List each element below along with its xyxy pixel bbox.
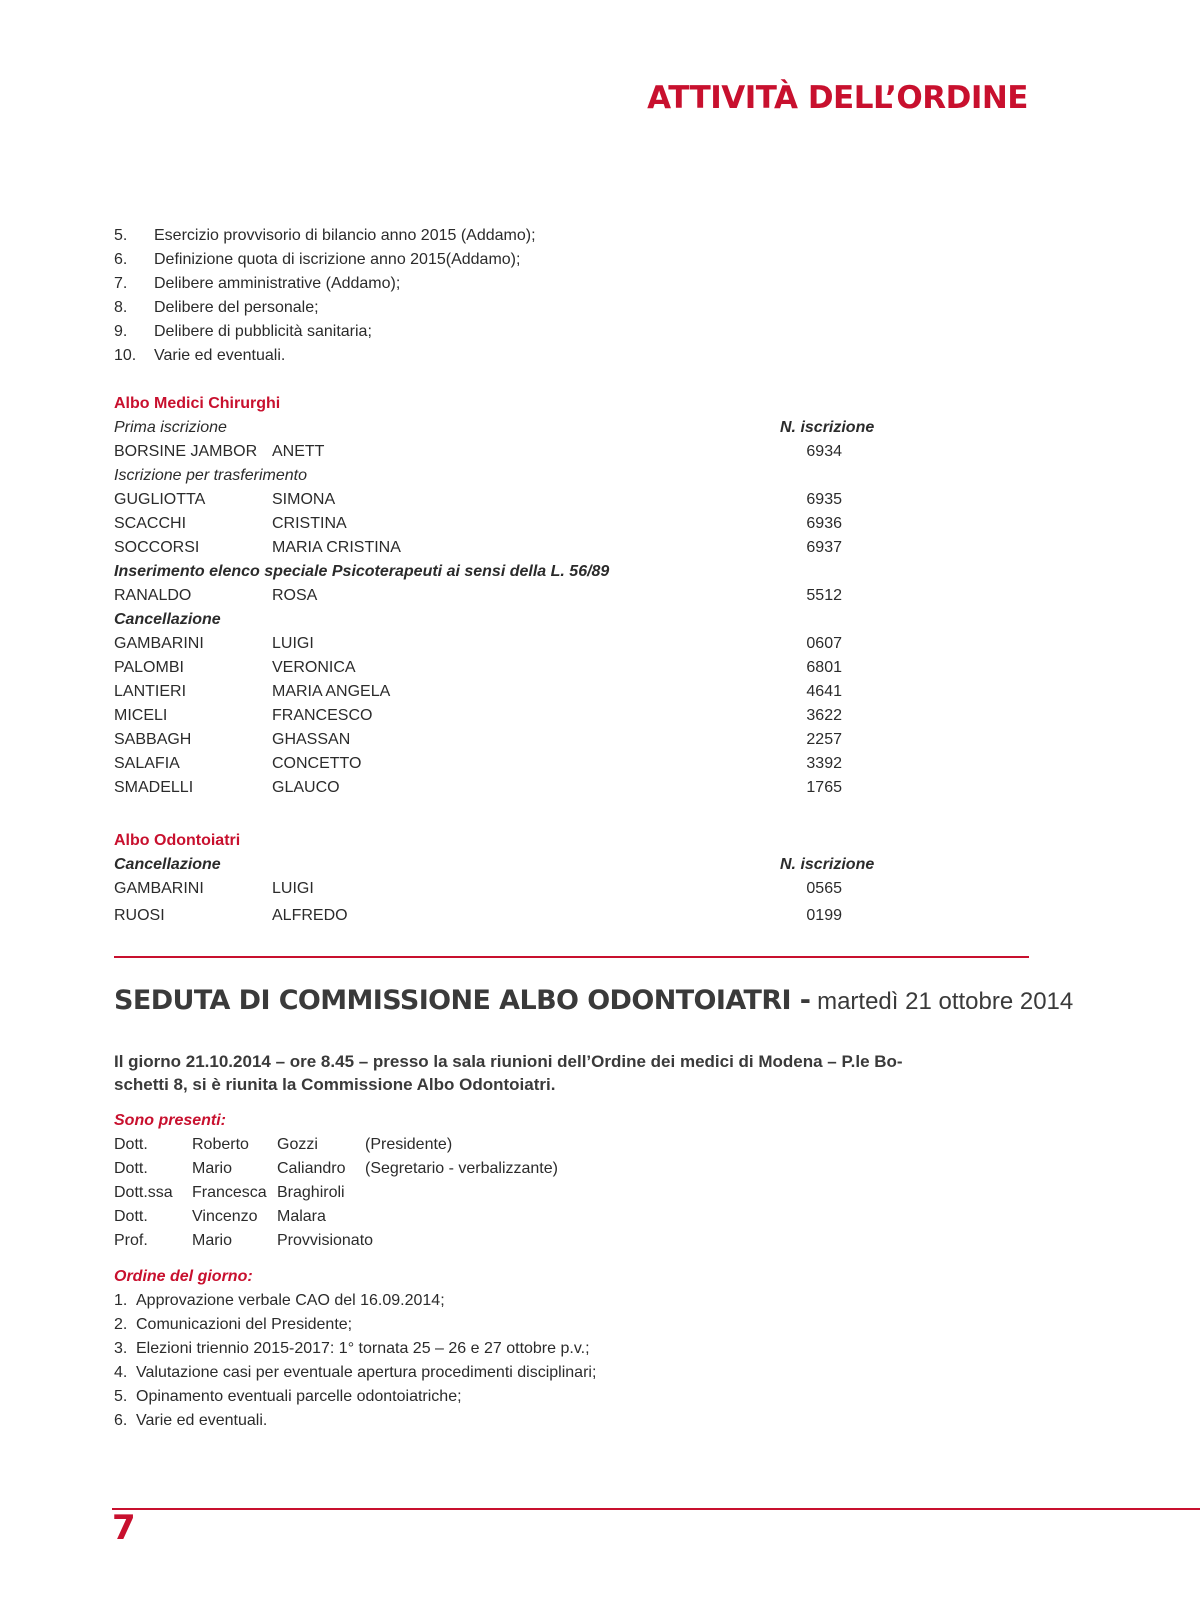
first-name: ANETT [272,443,325,460]
person-role: (Presidente) [365,1136,453,1153]
item-text: Delibere di pubblicità sanitaria; [154,323,372,340]
first-name: GLAUCO [272,779,340,796]
registration-number: 6937 [806,539,842,556]
subsection-label: Inserimento elenco speciale Psicoterapeuti ai sensi della L. 56/89 [114,563,610,580]
seduta-date: martedì 21 ottobre 2014 [810,988,1074,1015]
first-name: ROSA [272,587,318,604]
first-name: MARIA ANGELA [272,683,391,700]
person-title: Dott. [114,1160,148,1177]
item-text: Varie ed eventuali. [136,1412,268,1429]
table-row [114,440,1030,464]
person-name: Roberto [192,1136,249,1153]
num-column-header: N. iscrizione [780,856,875,873]
item-number: 10. [114,347,137,364]
last-name: GAMBARINI [114,635,204,652]
item-number: 6. [114,251,128,268]
list-item [114,344,1030,368]
item-text: Delibere amministrative (Addamo); [154,275,401,292]
registration-number: 3392 [806,755,842,772]
item-text: Approvazione verbale CAO del 16.09.2014; [136,1292,445,1309]
first-name: LUIGI [272,635,314,652]
presenti-section [114,1109,1030,1253]
albo-medici-section [114,392,1030,800]
registration-number: 0607 [806,635,842,652]
registration-number: 6936 [806,515,842,532]
list-item [114,1361,1030,1385]
list-item [114,272,1030,296]
person-title: Dott.ssa [114,1184,173,1201]
item-number: 9. [114,323,128,340]
last-name: BORSINE JAMBOR [114,443,258,460]
subsection-header-row [114,853,1030,877]
list-item [114,1289,1030,1313]
subsection-header-row [114,464,1030,488]
ordine-del-giorno-section [114,1265,1030,1433]
table-row [114,512,1030,536]
last-name: SOCCORSI [114,539,200,556]
table-row [114,776,1030,800]
last-name: SABBAGH [114,731,192,748]
person-name: Mario [192,1160,233,1177]
first-name: GHASSAN [272,731,351,748]
person-surname: Caliandro [277,1160,346,1177]
person-title: Prof. [114,1232,148,1249]
list-item [114,1409,1030,1433]
item-number: 5. [114,1388,128,1405]
registration-number: 2257 [806,731,842,748]
first-name: ALFREDO [272,907,348,924]
registration-number: 5512 [806,587,842,604]
item-number: 1. [114,1292,128,1309]
registration-number: 4641 [806,683,842,700]
item-number: 2. [114,1316,128,1333]
last-name: GUGLIOTTA [114,491,206,508]
person-surname: Malara [277,1208,326,1225]
first-name: LUIGI [272,880,314,897]
subsection-header-row [114,560,1030,584]
item-text: Definizione quota di iscrizione anno 2015(Addamo); [154,251,521,268]
list-item [114,1133,1030,1157]
list-item [114,1313,1030,1337]
table-row [114,901,1030,927]
table-row [114,632,1030,656]
item-text: Elezioni triennio 2015-2017: 1° tornata 25 – 26 e 27 ottobre p.v.; [136,1340,590,1357]
registration-number: 6935 [806,491,842,508]
person-title: Dott. [114,1208,148,1225]
list-item [114,1337,1030,1361]
last-name: PALOMBI [114,659,184,676]
section-title: Albo Medici Chirurghi [114,395,281,412]
num-column-header: N. iscrizione [780,419,875,436]
last-name: MICELI [114,707,168,724]
registration-number: 3622 [806,707,842,724]
section-header-title: ATTIVITÀ DELL’ORDINE [647,80,1028,116]
person-surname: Braghiroli [277,1184,345,1201]
list-item [114,1205,1030,1229]
odg-label: Ordine del giorno: [114,1268,253,1285]
item-text: Delibere del personale; [154,299,319,316]
table-row [114,584,1030,608]
table-row [114,877,1030,901]
item-number: 5. [114,227,128,244]
list-item [114,224,1030,248]
item-text: Opinamento eventuali parcelle odontoiatriche; [136,1388,462,1405]
seduta-heading [114,985,1073,1016]
item-text: Esercizio provvisorio di bilancio anno 2015 (Addamo); [154,227,536,244]
subsection-label: Cancellazione [114,611,221,628]
last-name: RANALDO [114,587,192,604]
page-number: 7 [112,1508,136,1548]
list-item [114,1181,1030,1205]
subsection-header-row [114,1109,1030,1133]
list-item [114,1157,1030,1181]
person-surname: Gozzi [277,1136,318,1153]
person-name: Vincenzo [192,1208,258,1225]
item-text: Comunicazioni del Presidente; [136,1316,353,1333]
table-row [114,728,1030,752]
person-name: Francesca [192,1184,267,1201]
table-row [114,752,1030,776]
registration-number: 1765 [806,779,842,796]
subsection-header-row [114,1265,1030,1289]
first-name: CONCETTO [272,755,362,772]
list-item [114,296,1030,320]
item-number: 8. [114,299,128,316]
registration-number: 6934 [806,443,842,460]
table-row [114,488,1030,512]
albo-odontoiatri-section [114,829,1030,927]
last-name: SALAFIA [114,755,180,772]
first-name: SIMONA [272,491,336,508]
seduta-intro-paragraph [114,1050,1034,1096]
section-divider [114,956,1029,958]
footer-divider [112,1508,1200,1510]
table-row [114,704,1030,728]
presenti-label: Sono presenti: [114,1112,227,1129]
list-item [114,320,1030,344]
item-number: 7. [114,275,128,292]
section-title: Albo Odontoiatri [114,832,241,849]
intro-line: schetti 8, si è riunita la Commissione Albo Odontoiatri. [114,1075,556,1094]
seduta-title: SEDUTA DI COMMISSIONE ALBO ODONTOIATRI - [114,985,811,1016]
intro-line: Il giorno 21.10.2014 – ore 8.45 – presso la sala riunioni dell’Ordine dei medici di Modena – P.le Bo- [114,1052,903,1071]
item-number: 6. [114,1412,128,1429]
last-name: LANTIERI [114,683,187,700]
first-name: VERONICA [272,659,356,676]
subsection-label: Prima iscrizione [114,419,227,436]
item-number: 4. [114,1364,128,1381]
subsection-label: Cancellazione [114,856,221,873]
table-row [114,656,1030,680]
last-name: SCACCHI [114,515,187,532]
table-row [114,680,1030,704]
section-title-row [114,829,1030,853]
item-text: Valutazione casi per eventuale apertura procedimenti disciplinari; [136,1364,597,1381]
person-name: Mario [192,1232,233,1249]
registration-number: 0565 [806,880,842,897]
first-name: FRANCESCO [272,707,373,724]
last-name: GAMBARINI [114,880,204,897]
subsection-label: Iscrizione per trasferimento [114,467,307,484]
registration-number: 0199 [806,907,842,924]
list-item [114,248,1030,272]
person-title: Dott. [114,1136,148,1153]
person-surname: Provvisionato [277,1232,374,1249]
list-item [114,1229,1030,1253]
last-name: RUOSI [114,907,165,924]
last-name: SMADELLI [114,779,194,796]
first-name: MARIA CRISTINA [272,539,401,556]
registration-number: 6801 [806,659,842,676]
list-item [114,1385,1030,1409]
item-number: 3. [114,1340,128,1357]
table-row [114,536,1030,560]
subsection-header-row [114,608,1030,632]
person-role: (Segretario - verbalizzante) [365,1160,558,1177]
section-title-row [114,392,1030,416]
item-text: Varie ed eventuali. [154,347,286,364]
subsection-header-row [114,416,1030,440]
first-name: CRISTINA [272,515,347,532]
agenda-continued-list [114,224,1030,368]
